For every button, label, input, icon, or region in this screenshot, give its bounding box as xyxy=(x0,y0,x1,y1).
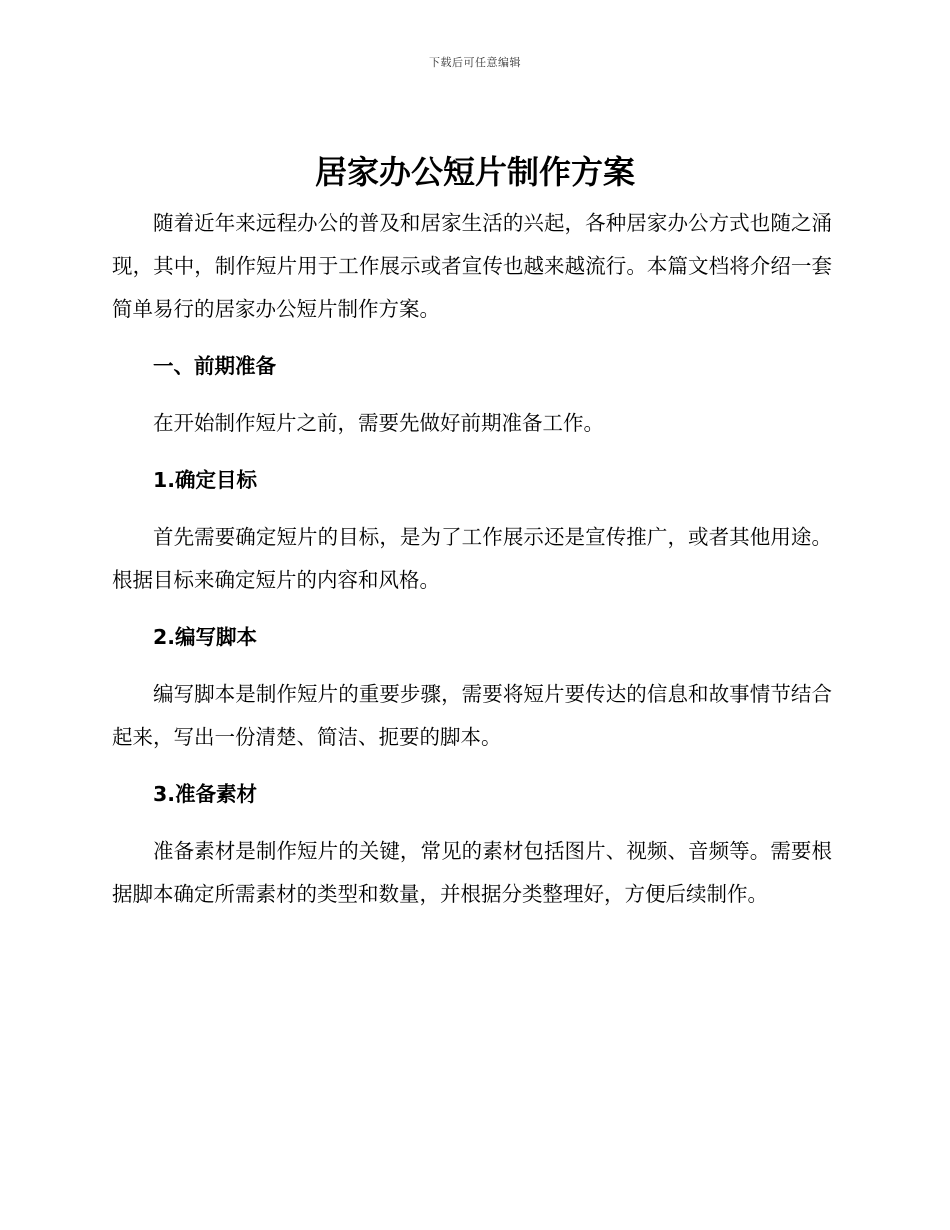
section-heading-prep: 一、前期准备 xyxy=(153,354,276,378)
intro-paragraph: 随着近年来远程办公的普及和居家生活的兴起，各种居家办公方式也随之涌现，其中，制作短片用于工作展示或者宣传也越来越流行。本篇文档将介绍一套简单易行的居家办公短片制作方案。 xyxy=(112,211,832,321)
section-paragraph-goal: 首先需要确定短片的目标，是为了工作展示还是宣传推广，或者其他用途。根据目标来确定短片的内容和风格。 xyxy=(112,525,832,592)
document-body xyxy=(112,202,832,916)
section-heading-script: 2.编写脚本 xyxy=(153,625,258,649)
section-paragraph-script: 编写脚本是制作短片的重要步骤，需要将短片要传达的信息和故事情节结合起来，写出一份清楚、简洁、扼要的脚本。 xyxy=(112,682,832,749)
section-paragraph-materials: 准备素材是制作短片的关键，常见的素材包括图片、视频、音频等。需要根据脚本确定所需素材的类型和数量，并根据分类整理好，方便后续制作。 xyxy=(112,839,832,906)
section-paragraph-prep: 在开始制作短片之前，需要先做好前期准备工作。 xyxy=(153,411,604,435)
document-title: 居家办公短片制作方案 xyxy=(314,153,635,191)
page-header: 下载后可任意编辑 xyxy=(429,56,521,69)
section-heading-goal: 1.确定目标 xyxy=(153,468,258,492)
section-heading-materials: 3.准备素材 xyxy=(153,782,258,806)
